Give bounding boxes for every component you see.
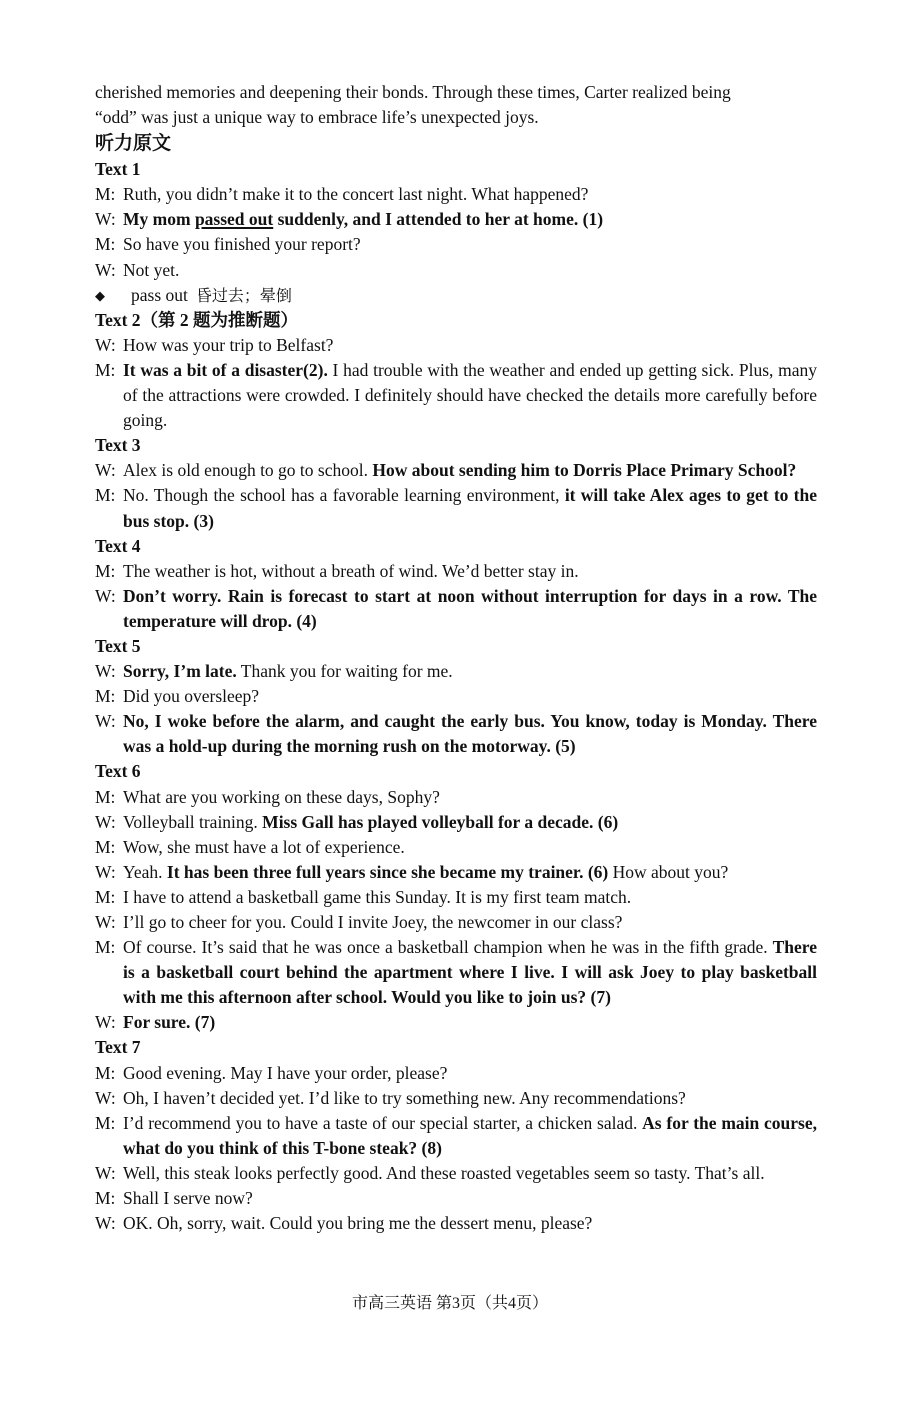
speaker-label: M: bbox=[95, 786, 116, 807]
speaker-label: M: bbox=[95, 886, 116, 907]
intro-line-2: “odd” was just a unique way to embrace life’s unexpected joys. bbox=[95, 107, 539, 128]
line-text: The weather is hot, without a breath of wind. We’d better stay in. bbox=[123, 560, 579, 581]
line-text: Not yet. bbox=[123, 259, 180, 280]
answer-cue: No, I woke before the alarm, and caught the early bus. You know, today is Monday. There was a hold-up during the morning rush on the motorway. (5) bbox=[123, 711, 817, 757]
line-text: Good evening. May I have your order, please? bbox=[123, 1062, 448, 1083]
line-text-lead: Of course. It’s said that he was once a basketball champion when he was in the fifth grade. bbox=[123, 937, 773, 958]
line-text bbox=[123, 584, 817, 634]
speaker-label: M: bbox=[95, 359, 116, 380]
dialogue-line bbox=[95, 1211, 817, 1236]
dialogue-line bbox=[95, 709, 817, 759]
dialogue-line bbox=[95, 559, 817, 584]
dialogue-line bbox=[95, 885, 817, 910]
speaker-label: W: bbox=[95, 334, 116, 355]
line-text-lead: Alex is old enough to go to school. bbox=[123, 460, 373, 481]
intro-paragraph bbox=[95, 80, 817, 130]
speaker-label: M: bbox=[95, 485, 116, 506]
dialogue-line bbox=[95, 1161, 817, 1186]
line-text: I’ll go to cheer for you. Could I invite Joey, the newcomer in our class? bbox=[123, 912, 623, 932]
dialogue-line bbox=[95, 258, 817, 283]
line-text: What are you working on these days, Sophy? bbox=[123, 786, 440, 807]
speaker-label: M: bbox=[95, 184, 116, 205]
vocab-term: pass out bbox=[131, 284, 188, 305]
text-5-title: Text 5 bbox=[95, 635, 141, 656]
speaker-label: W: bbox=[95, 861, 116, 882]
line-text bbox=[123, 1010, 817, 1035]
dialogue-line bbox=[95, 1186, 817, 1211]
dialogue-line bbox=[95, 935, 817, 1010]
line-text bbox=[123, 483, 817, 533]
speaker-label: W: bbox=[95, 460, 116, 481]
line-text-lead: No. Though the school has a favorable learning environment, bbox=[123, 485, 565, 506]
speaker-label: M: bbox=[95, 836, 116, 857]
speaker-label: W: bbox=[95, 1012, 116, 1033]
intro-line-1: cherished memories and deepening their bonds. Through these times, Carter realized being bbox=[95, 82, 731, 102]
vocab-meaning: 昏过去；晕倒 bbox=[195, 285, 292, 305]
dialogue-line bbox=[95, 207, 817, 232]
line-text: Oh, I haven’t decided yet. I’d like to try something new. Any recommendations? bbox=[123, 1087, 686, 1108]
page-footer: 市高三英语 第3页（共4页） bbox=[351, 1295, 548, 1312]
text-3-title: Text 3 bbox=[95, 435, 141, 456]
dialogue-line bbox=[95, 659, 817, 684]
speaker-label: W: bbox=[95, 259, 116, 280]
speaker-label: W: bbox=[95, 1087, 116, 1108]
dialogue-line bbox=[95, 1086, 817, 1111]
line-text bbox=[123, 810, 817, 835]
answer-cue: It was a bit of a disaster(2). bbox=[123, 359, 328, 380]
text-6-title: Text 6 bbox=[95, 761, 141, 782]
line-text: OK. Oh, sorry, wait. Could you bring me the dessert menu, please? bbox=[123, 1213, 593, 1234]
dialogue-line bbox=[95, 358, 817, 433]
speaker-label: W: bbox=[95, 711, 116, 732]
answer-cue: Miss Gall has played volleyball for a decade. (6) bbox=[262, 811, 619, 832]
dialogue-line bbox=[95, 1111, 817, 1161]
dialogue-line bbox=[95, 182, 817, 207]
line-text: Wow, she must have a lot of experience. bbox=[123, 836, 405, 857]
answer-cue: it will take Alex ages to get to the bus stop. (3) bbox=[123, 485, 818, 531]
speaker-label: W: bbox=[95, 1162, 116, 1183]
text-7-title: Text 7 bbox=[95, 1037, 141, 1058]
text-4-title: Text 4 bbox=[95, 535, 141, 556]
line-text: So have you finished your report? bbox=[123, 234, 361, 255]
line-text: I have to attend a basketball game this Sunday. It is my first team match. bbox=[123, 886, 632, 907]
speaker-label: W: bbox=[95, 912, 116, 932]
line-text bbox=[123, 709, 817, 759]
line-text-lead: Yeah. bbox=[123, 861, 167, 882]
dialogue-line bbox=[95, 860, 817, 885]
answer-cue: As for the main course, what do you think of this T-bone steak? (8) bbox=[123, 1112, 817, 1158]
line-text-rest: I had trouble with the weather and ended up getting sick. Plus, many of the attractions were crowded. I definitely should have checked the details more carefully before going. bbox=[123, 359, 817, 431]
line-text bbox=[123, 860, 817, 885]
line-text bbox=[123, 935, 817, 1010]
speaker-label: M: bbox=[95, 234, 116, 255]
line-text bbox=[123, 358, 817, 433]
section-heading: 听力原文 bbox=[95, 133, 172, 155]
dialogue-line bbox=[95, 835, 817, 860]
dialogue-line bbox=[95, 1061, 817, 1086]
speaker-label: M: bbox=[95, 937, 116, 958]
speaker-label: W: bbox=[95, 209, 116, 230]
diamond-bullet-icon: ◆ bbox=[95, 287, 105, 303]
speaker-label: M: bbox=[95, 1112, 116, 1133]
speaker-label: W: bbox=[95, 661, 116, 682]
answer-cue: My mom bbox=[123, 209, 195, 230]
dialogue-line bbox=[95, 458, 817, 483]
dialogue-line bbox=[95, 1010, 817, 1035]
speaker-label: M: bbox=[95, 1188, 116, 1209]
answer-cue: How about sending him to Dorris Place Primary School? bbox=[372, 460, 797, 481]
line-text: How was your trip to Belfast? bbox=[123, 334, 334, 355]
speaker-label: M: bbox=[95, 560, 116, 581]
text-2-title: Text 2（第 2 题为推断题） bbox=[95, 309, 299, 330]
underlined-phrase: passed out bbox=[194, 209, 274, 230]
answer-cue: Don’t worry. Rain is forecast to start at noon without interruption for days in a row. The temperature will drop. (4) bbox=[123, 585, 817, 631]
line-text bbox=[123, 458, 817, 483]
text-1-title: Text 1 bbox=[95, 159, 141, 180]
answer-cue: suddenly, and I attended to her at home. (1) bbox=[273, 209, 604, 230]
line-text: Shall I serve now? bbox=[123, 1188, 253, 1209]
dialogue-line bbox=[95, 785, 817, 810]
line-text: Did you oversleep? bbox=[123, 686, 260, 707]
dialogue-line bbox=[95, 232, 817, 257]
answer-cue: For sure. (7) bbox=[123, 1012, 216, 1033]
line-text-lead: I’d recommend you to have a taste of our special starter, a chicken salad. bbox=[123, 1112, 643, 1133]
dialogue-line bbox=[95, 483, 817, 533]
line-text bbox=[123, 207, 817, 232]
line-text: Well, this steak looks perfectly good. And these roasted vegetables seem so tasty. That’s all. bbox=[123, 1162, 765, 1183]
line-text-rest: Thank you for waiting for me. bbox=[236, 661, 453, 682]
line-text bbox=[123, 659, 817, 684]
line-text bbox=[123, 1111, 817, 1161]
line-text-lead: Volleyball training. bbox=[123, 811, 263, 832]
line-text-rest: How about you? bbox=[608, 861, 729, 882]
dialogue-line bbox=[95, 584, 817, 634]
vocab-note bbox=[95, 283, 817, 308]
dialogue-line bbox=[95, 910, 817, 935]
speaker-label: W: bbox=[95, 585, 116, 606]
dialogue-line bbox=[95, 684, 817, 709]
dialogue-line bbox=[95, 333, 817, 358]
answer-cue: There is a basketball court behind the apartment where I live. I will ask Joey to play basketball with me this afternoon after school. Would you like to join us? (7) bbox=[123, 937, 817, 1008]
page-content bbox=[95, 80, 817, 1236]
dialogue-line bbox=[95, 810, 817, 835]
speaker-label: W: bbox=[95, 1213, 116, 1234]
answer-cue: Sorry, I’m late. bbox=[123, 661, 237, 682]
speaker-label: M: bbox=[95, 1062, 116, 1083]
line-text: Ruth, you didn’t make it to the concert last night. What happened? bbox=[123, 184, 589, 205]
speaker-label: M: bbox=[95, 686, 116, 707]
speaker-label: W: bbox=[95, 811, 116, 832]
answer-cue: It has been three full years since she became my trainer. (6) bbox=[166, 861, 609, 882]
